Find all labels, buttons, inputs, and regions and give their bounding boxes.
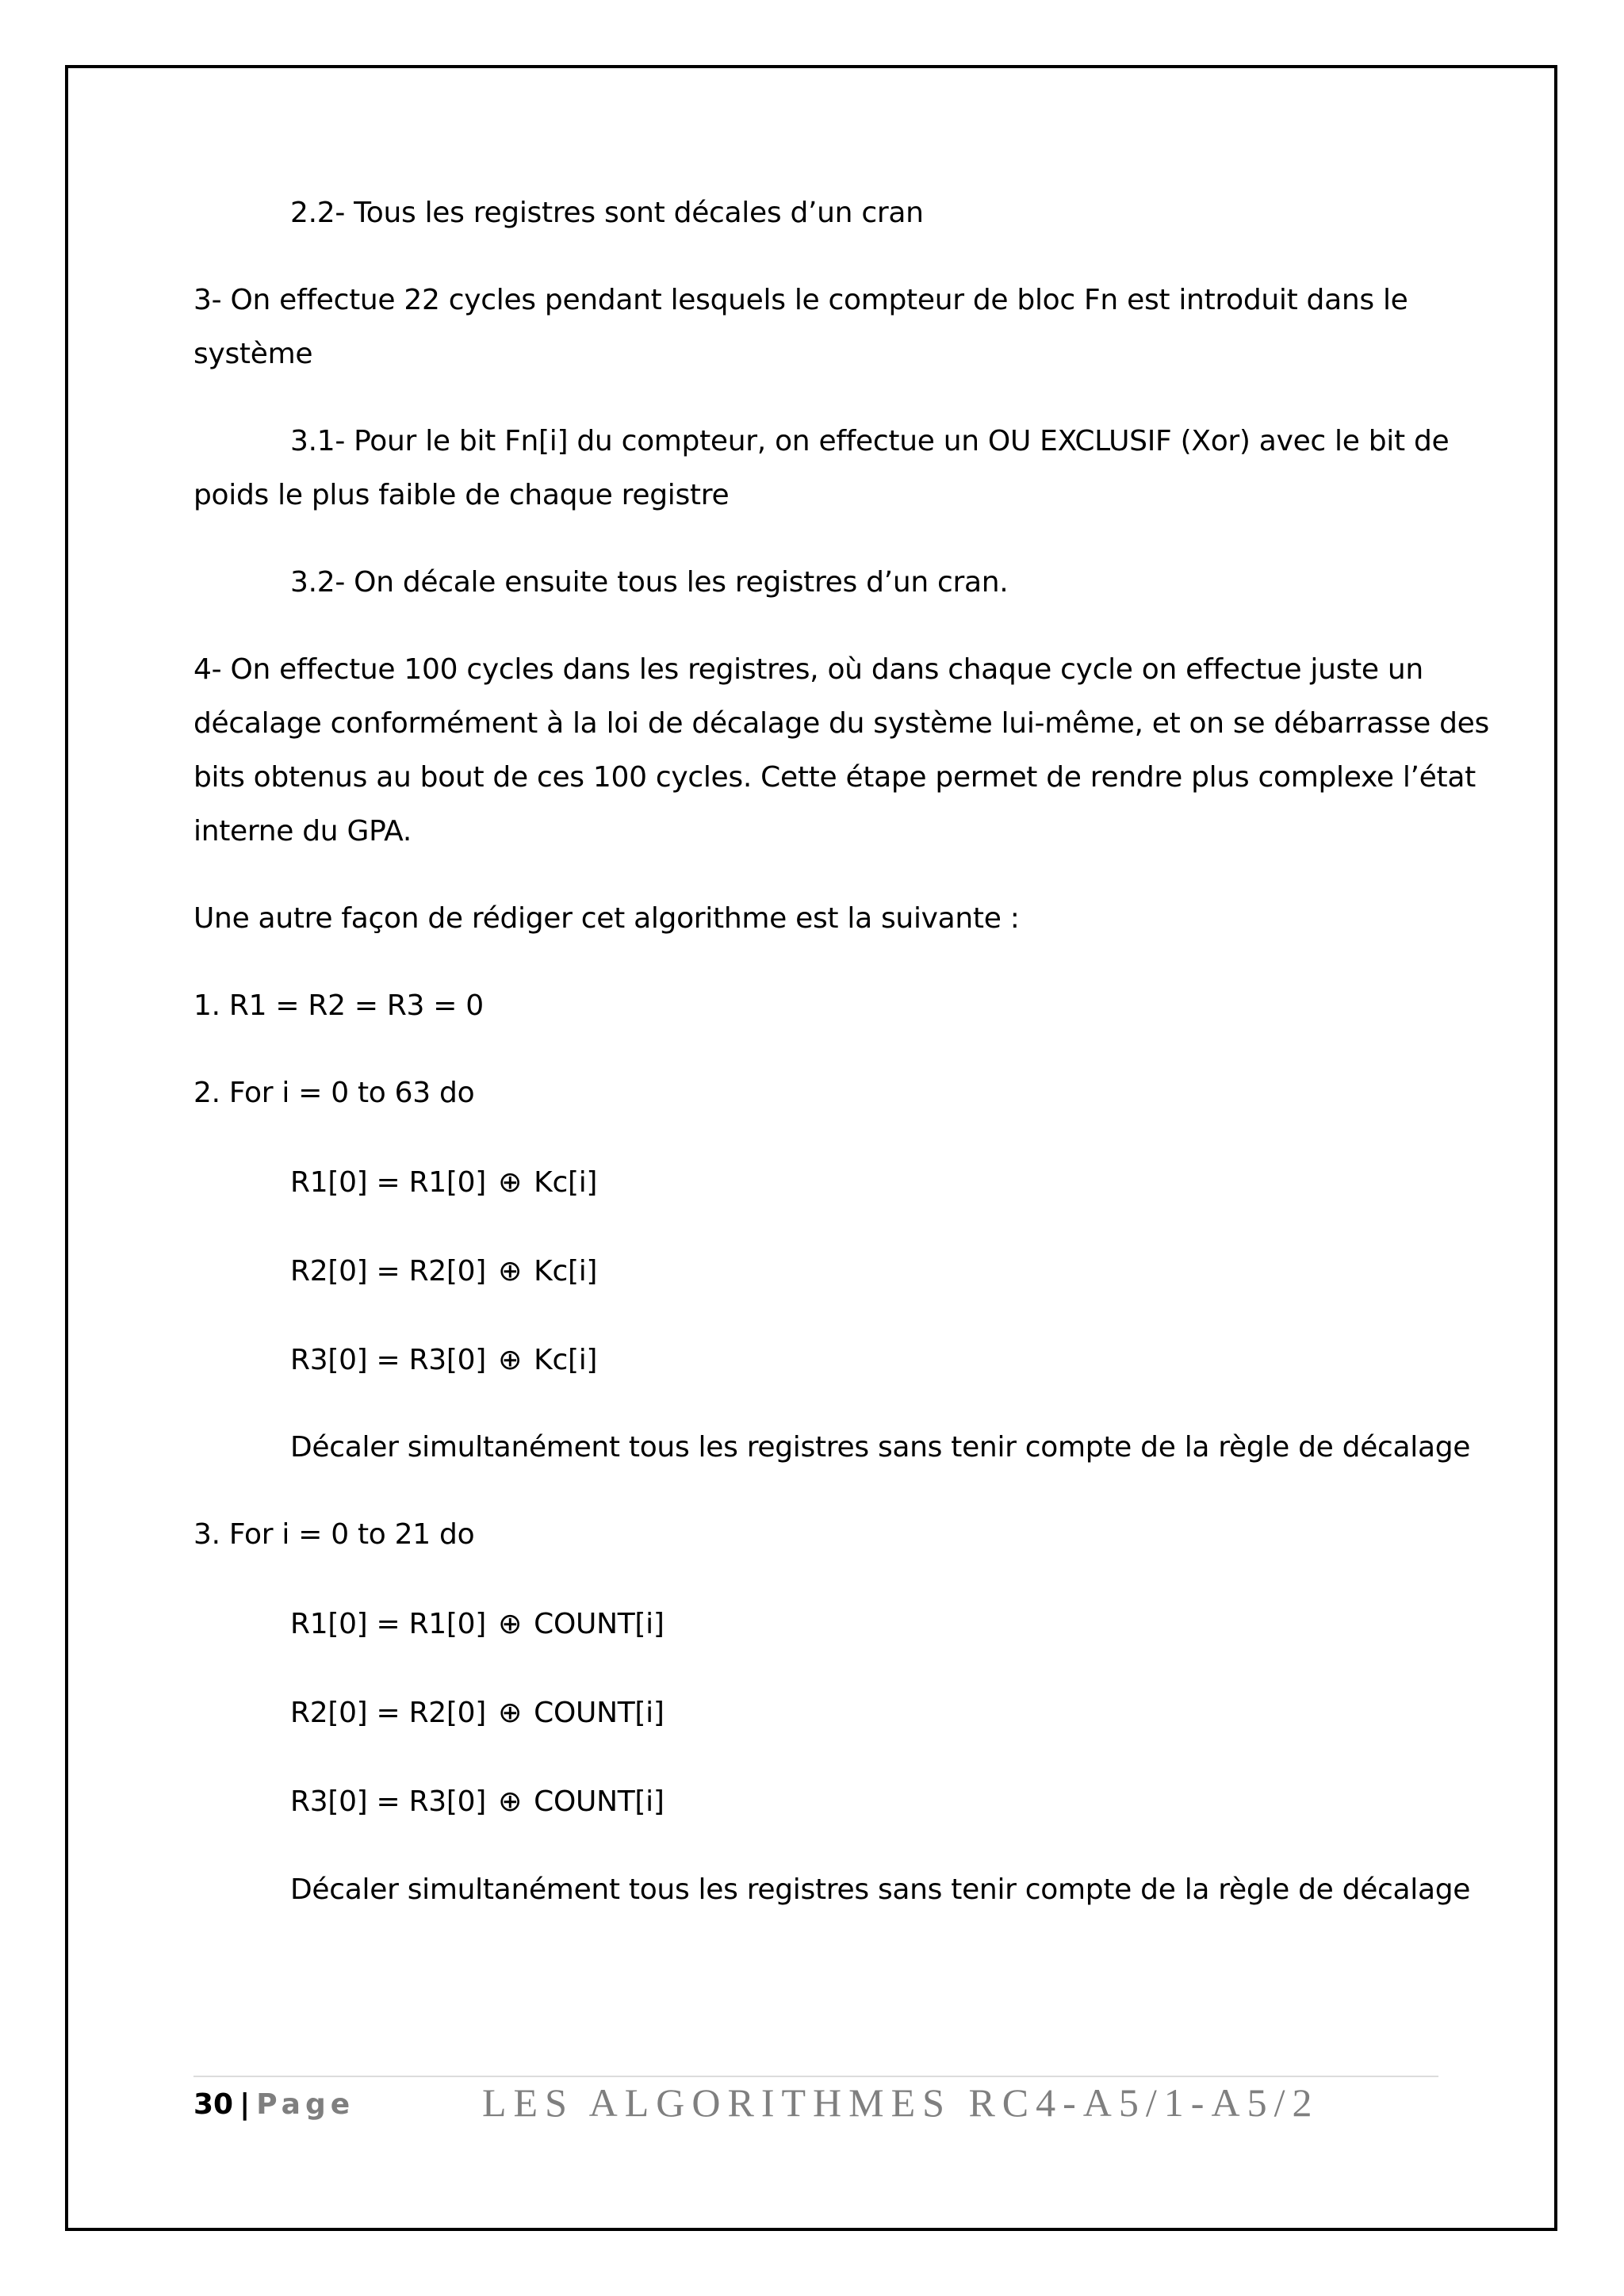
algorithm-line: Décaler simultanément tous les registres sans tenir compte de la règle de décalage bbox=[290, 1431, 1471, 1464]
algorithm-line bbox=[290, 1245, 597, 1299]
algorithm-line: Décaler simultanément tous les registres sans tenir compte de la règle de décalage bbox=[290, 1873, 1471, 1906]
footer-title: LES ALGORITHMES RC4-A5/1-A5/2 bbox=[482, 2080, 1320, 2125]
xor-symbol: ⊕ bbox=[498, 1255, 523, 1288]
text-line: 3- On effectue 22 cycles pendant lesquels le compteur de bloc Fn est introduit dans le bbox=[193, 284, 1408, 316]
algorithm-step: 1. R1 = R2 = R3 = 0 bbox=[193, 989, 484, 1022]
algorithm-line bbox=[290, 1598, 665, 1651]
expr-left: R2[0] = R2[0] bbox=[290, 1697, 486, 1729]
xor-symbol: ⊕ bbox=[498, 1166, 523, 1199]
text-line: poids le plus faible de chaque registre bbox=[193, 479, 730, 511]
algorithm-line bbox=[290, 1334, 597, 1387]
footer-separator: | bbox=[239, 2088, 251, 2121]
text-line: décalage conformément à la loi de décalage du système lui-même, et on se débarrasse des bbox=[193, 707, 1489, 740]
xor-symbol: ⊕ bbox=[498, 1608, 523, 1640]
expr-left: R3[0] = R3[0] bbox=[290, 1344, 486, 1376]
xor-symbol: ⊕ bbox=[498, 1785, 523, 1818]
algorithm-line bbox=[290, 1686, 665, 1740]
page-label: Page bbox=[256, 2088, 355, 2121]
expr-left: R3[0] = R3[0] bbox=[290, 1785, 486, 1818]
text-line: Une autre façon de rédiger cet algorithme est la suivante : bbox=[193, 902, 1020, 935]
expr-left: R1[0] = R1[0] bbox=[290, 1608, 486, 1640]
algorithm-step: 2. For i = 0 to 63 do bbox=[193, 1077, 475, 1109]
expr-right: COUNT[i] bbox=[534, 1785, 665, 1818]
expr-left: R2[0] = R2[0] bbox=[290, 1255, 486, 1288]
algorithm-line bbox=[290, 1156, 597, 1210]
expr-right: COUNT[i] bbox=[534, 1697, 665, 1729]
algorithm-step: 3. For i = 0 to 21 do bbox=[193, 1518, 475, 1551]
expr-right: Kc[i] bbox=[534, 1255, 598, 1288]
expr-right: Kc[i] bbox=[534, 1344, 598, 1376]
expr-right: COUNT[i] bbox=[534, 1608, 665, 1640]
text-line: système bbox=[193, 338, 313, 370]
expr-left: R1[0] = R1[0] bbox=[290, 1166, 486, 1199]
xor-symbol: ⊕ bbox=[498, 1697, 523, 1729]
text-line: 2.2- Tous les registres sont décales d’un cran bbox=[290, 197, 924, 229]
text-line: 3.1- Pour le bit Fn[i] du compteur, on effectue un OU EXCLUSIF (Xor) avec le bit de bbox=[290, 425, 1450, 457]
text-line: 3.2- On décale ensuite tous les registres d’un cran. bbox=[290, 566, 1009, 599]
text-line: bits obtenus au bout de ces 100 cycles. Cette étape permet de rendre plus complexe l’état bbox=[193, 761, 1476, 794]
xor-symbol: ⊕ bbox=[498, 1344, 523, 1376]
text-line: 4- On effectue 100 cycles dans les registres, où dans chaque cycle on effectue juste un bbox=[193, 653, 1423, 686]
footer-page-number bbox=[193, 2085, 354, 2125]
text-line: interne du GPA. bbox=[193, 815, 412, 848]
page-number: 30 bbox=[193, 2088, 234, 2121]
algorithm-line bbox=[290, 1775, 665, 1829]
expr-right: Kc[i] bbox=[534, 1166, 598, 1199]
